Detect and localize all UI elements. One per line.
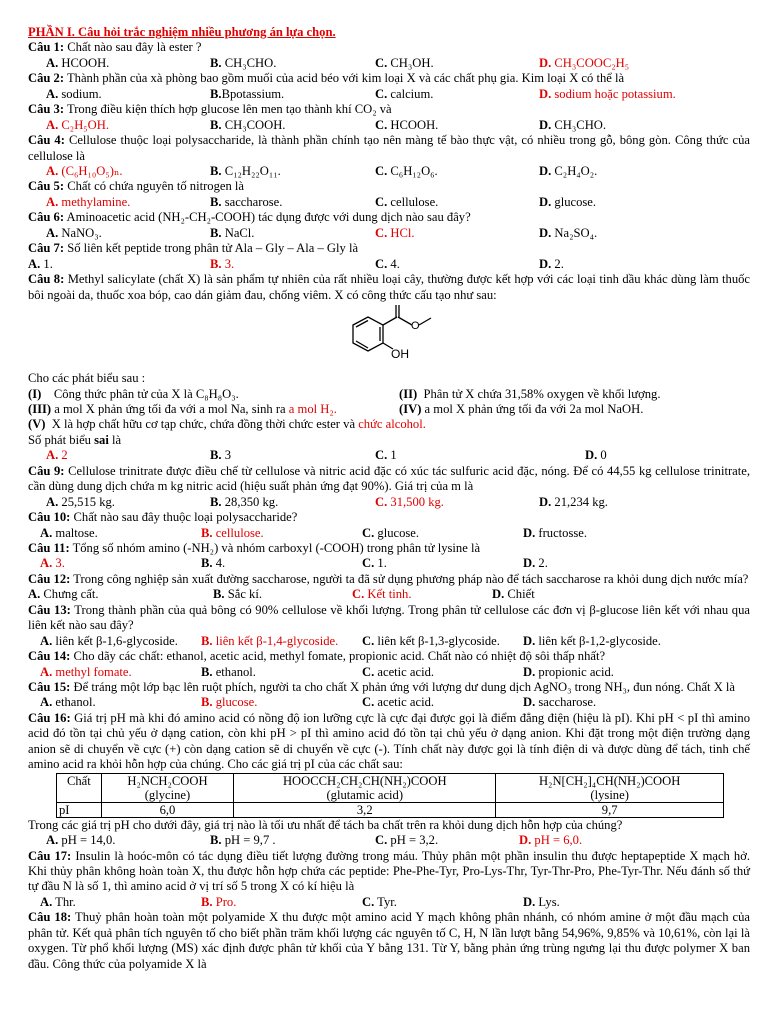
option-a[interactable]: A. maltose. (40, 525, 98, 540)
question-1: Câu 1: Chất nào sau đây là ester ? (28, 40, 202, 55)
question-9-options (28, 495, 750, 510)
option-b-answer[interactable]: B. liên kết β-1,4-glycoside. (201, 633, 339, 648)
question-15-options (28, 695, 750, 710)
question-9: Câu 9: Cellulose trinitrate được điều chế từ cellulose và nitric acid đặc có xúc tác sulfuric acid đặc, nóng. Để có 44,55 kg cellulose trinitrate, cần dùng dung dịch chứa m kg nitric acid (hiệu suất phản ứng đạt 90%). Giá trị của m là (28, 463, 750, 494)
option-a[interactable]: A. 25,515 kg. (46, 494, 115, 509)
option-b[interactable]: B. 3 (210, 448, 232, 463)
option-c[interactable]: C. liên kết β-1,3-glycoside. (362, 633, 500, 648)
option-d[interactable]: D. 21,234 kg. (539, 494, 608, 509)
question-17: Câu 17: Insulin là hoóc-môn có tác dụng điều tiết lượng đường trong máu. Thủy phân một phần insulin thu được heptapeptide X mạch hở. Khi thủy phân không hoàn toàn X, thu được hỗn hợp chứa các peptide: Phe-Phe-Tyr, Pro-Lys-Thr, Tyr-Thr-Pro, Phe-Tyr-Thr. Nếu đánh số thứ tự đầu N là số 1, thì amino acid ở vị trí số 5 trong X có kí hiệu là (28, 848, 750, 894)
option-c[interactable]: C. C₆H₁₂O₆. (375, 164, 438, 179)
question-5-options (28, 195, 750, 210)
option-a-answer[interactable]: A. 3. (40, 556, 65, 571)
option-d[interactable]: D. CH₃CHO. (539, 117, 607, 132)
question-16-ask: Trong các giá trị pH cho dưới đây, giá trị nào là tối ưu nhất để tách ba chất trên ra khỏi dung dịch hỗn hợp của chúng? (28, 817, 623, 832)
option-c[interactable]: C. cellulose. (375, 194, 439, 209)
option-c[interactable]: C. acetic acid. (362, 664, 435, 679)
option-d[interactable]: D. saccharose. (523, 695, 597, 710)
question-7-options (28, 257, 750, 272)
section-title: PHẦN I. Câu hỏi trắc nghiệm nhiều phương án lựa chọn. (28, 25, 336, 39)
option-c[interactable]: C. 4. (375, 256, 400, 271)
question-11-options (28, 556, 750, 571)
pi-table (56, 773, 724, 818)
option-c[interactable]: C. 1. (362, 556, 387, 571)
option-a[interactable]: A. sodium. (46, 86, 102, 101)
statements-intro: Cho các phát biểu sau : (28, 371, 146, 386)
statement-question: Số phát biểu sai là (28, 432, 122, 447)
table-cell: HOOCCH₂CH₂CH(NH₂)COOH (glutamic acid) (234, 773, 496, 802)
question-3-options (28, 118, 750, 133)
question-13: Câu 13: Trong thành phần của quả bông có 90% cellulose về khối lượng. Trong phân tử cellulose các đơn vị β-glucose liên kết với nhau qua liên kết nào sau đây? (28, 602, 750, 633)
option-c-answer[interactable]: C. 31,500 kg. (375, 494, 444, 509)
option-b[interactable]: B. ethanol. (201, 664, 256, 679)
question-15: Câu 15: Để tráng một lớp bạc lên ruột phích, người ta cho chất X phản ứng với lượng dư dung dịch AgNO₃ trong NH₃, đun nóng. Chất X là (28, 679, 736, 694)
option-a[interactable]: A. Chưng cất. (28, 587, 99, 602)
question-11: Câu 11: Tổng số nhóm amino (-NH₂) và nhóm carboxyl (-COOH) trong phân tử lysine là (28, 540, 481, 555)
question-17-options (28, 895, 750, 910)
question-10-options (28, 526, 750, 541)
question-6-options (28, 226, 750, 241)
option-a[interactable]: A. Thr. (40, 894, 76, 909)
option-b[interactable]: B.Bpotassium. (210, 86, 285, 101)
question-2-options (28, 87, 750, 102)
question-12: Câu 12: Trong công nghiệp sản xuất đường saccharose, người ta đã sử dụng phương pháp nào để tách saccharose ra khỏi dung dịch nước mía? (28, 571, 749, 586)
table-cell: H₂N[CH₂]₄CH(NH₂)COOH (lysine) (496, 773, 724, 802)
option-b-answer[interactable]: B. glucose. (201, 695, 258, 710)
option-a-answer[interactable]: A. 2 (46, 448, 68, 463)
option-c[interactable]: C. pH = 3,2. (375, 833, 439, 848)
option-d-answer[interactable]: D. CH₃COOC₂H₅ (539, 55, 630, 70)
exam-page (28, 25, 750, 972)
option-b[interactable]: B. pH = 9,7 . (210, 833, 276, 848)
methyl-salicylate-structure (28, 303, 750, 371)
question-18: Câu 18: Thuỷ phân hoàn toàn một polyamide X thu được một amino acid Y mạch không phân nhánh, có nhóm amine ở một đầu mạch của phân tử. Kết quả phân tích nguyên tố cho biết phần trăm khối lượng các nguyên tố C, H, N lần lượt bằng 54,96%, 9,85% và 10,61%, còn lại là oxygen. Từ phổ khối lượng (MS) xác định được phân tử khối của Y bằng 131. Từ Y, bằng phản ứng trùng ngưng lại thu được polymer X ban đầu. Công thức của polyamide X là (28, 910, 750, 971)
option-c[interactable]: C. 1 (375, 448, 397, 463)
option-c[interactable]: C. Tyr. (362, 894, 397, 909)
table-row (57, 802, 724, 817)
question-1-options (28, 56, 750, 71)
statements-row-1: (I) Công thức phân tử của X là C₈H₈O₃. (II) Phân tử X chứa 31,58% oxygen về khối lượng. (28, 386, 661, 401)
option-a[interactable]: A. NaNO₃. (46, 225, 102, 240)
option-a-answer[interactable]: A. (C₆H₁₀O₅)ₙ. (46, 164, 123, 179)
question-8-options (28, 448, 750, 463)
question-10: Câu 10: Chất nào sau đây thuộc loại polysaccharide? (28, 510, 298, 525)
option-d[interactable]: D. glucose. (539, 194, 597, 209)
option-b[interactable]: B. C₁₂H₂₂O₁₁. (210, 164, 281, 179)
option-a-answer[interactable]: A. C₂H₅OH. (46, 117, 110, 132)
option-b[interactable]: B. 4. (201, 556, 226, 571)
question-14: Câu 14: Cho dãy các chất: ethanol, acetic acid, methyl fomate, propionic acid. Chất nào có nhiệt độ sôi thấp nhất? (28, 649, 606, 664)
question-4: Câu 4: Cellulose thuộc loại polysaccharide, là thành phần chính tạo nên màng tế bào thực vật, có nhiều trong gỗ, bông gòn. Công thức của cellulose là (28, 133, 750, 163)
option-a-answer[interactable]: A. methyl fomate. (40, 664, 132, 679)
option-b[interactable]: B. 28,350 kg. (210, 494, 279, 509)
table-cell: Chất (57, 773, 102, 802)
table-header-row (57, 773, 724, 802)
option-d[interactable]: D. liên kết β-1,2-glycoside. (523, 633, 661, 648)
option-b[interactable]: B. Sắc kí. (213, 587, 262, 602)
question-8: Câu 8: Methyl salicylate (chất X) là sản phẩm tự nhiên của rất nhiều loại cây, thường được kết hợp với các loại tinh dầu khác dùng làm thuốc bôi ngoài da, thuốc xoa bóp, cao dán giảm đau, chống viêm. X có công thức cấu tạo như sau: (28, 272, 750, 302)
question-4-options (28, 164, 750, 179)
structure-diagram (333, 305, 453, 371)
question-3: Câu 3: Trong điều kiện thích hợp glucose lên men tạo thành khí CO₂ và (28, 102, 392, 117)
option-c[interactable]: C. CH₃OH. (375, 55, 434, 70)
option-b[interactable]: B. CH₃COOH. (210, 117, 286, 132)
option-d-answer[interactable]: D. sodium hoặc potassium. (539, 86, 676, 101)
option-a-answer[interactable]: A. methylamine. (46, 194, 131, 209)
option-c[interactable]: C. glucose. (362, 525, 420, 540)
option-d[interactable]: D. Chiết (492, 587, 535, 602)
option-c-answer[interactable]: C. Kết tinh. (352, 587, 412, 602)
question-6: Câu 6: Aminoacetic acid (NH₂-CH₂-COOH) tác dụng được với dung dịch nào sau đây? (28, 210, 471, 225)
option-a[interactable]: A. ethanol. (40, 695, 96, 710)
option-d[interactable]: D. 2. (539, 256, 564, 271)
oh-label: OH (391, 347, 409, 362)
option-b[interactable]: B. saccharose. (210, 194, 283, 209)
option-a[interactable]: A. pH = 14,0. (46, 833, 116, 848)
question-12-options (28, 587, 750, 602)
table-cell: pI (57, 802, 102, 817)
option-a[interactable]: A. HCOOH. (46, 55, 110, 70)
option-c[interactable]: C. acetic acid. (362, 695, 435, 710)
option-c[interactable]: C. HCOOH. (375, 117, 439, 132)
option-d[interactable]: D. Lys. (523, 894, 560, 909)
table-cell: 3,2 (234, 802, 496, 817)
option-d[interactable]: D. Na₂SO₄. (539, 225, 598, 240)
question-7: Câu 7: Số liên kết peptide trong phân tử Ala – Gly – Ala – Gly là (28, 241, 359, 256)
option-b-answer[interactable]: B. cellulose. (201, 525, 264, 540)
option-c[interactable]: C. calcium. (375, 86, 434, 101)
option-b-answer[interactable]: B. Pro. (201, 894, 237, 909)
option-d[interactable]: D. C₂H₄O₂. (539, 164, 598, 179)
table-cell: 9,7 (496, 802, 724, 817)
option-d[interactable]: D. 2. (523, 556, 548, 571)
option-b[interactable]: B. CH₃CHO. (210, 55, 277, 70)
question-2: Câu 2: Thành phần của xà phòng bao gồm muối của acid béo với kim loại X và các chất phụ gia. Kim loại X có thể là (28, 71, 625, 86)
question-16-options (28, 833, 750, 848)
option-d[interactable]: D. fructosse. (523, 525, 588, 540)
option-c-answer[interactable]: C. HCl. (375, 225, 415, 240)
option-b[interactable]: B. NaCl. (210, 225, 255, 240)
option-d[interactable]: D. propionic acid. (523, 664, 614, 679)
table-cell: 6,0 (101, 802, 233, 817)
option-a[interactable]: A. liên kết β-1,6-glycoside. (40, 633, 178, 648)
question-14-options (28, 665, 750, 680)
option-d[interactable]: D. 0 (585, 448, 607, 463)
question-16: Câu 16: Giá trị pH mà khi đó amino acid có nồng độ ion lưỡng cực là cực đại được gọi là điểm đẳng điện (hiệu là pI). Khi pH < pI thì amino acid đó tồn tại chủ yếu ở dạng cation, còn khi pH > pI thì amino acid đó tồn tại chủ yếu ở dạng anion. Khi đặt trong một điện trường dạng anion sẽ di chuyển về cực (+) còn dạng cation sẽ di chuyển về cực (-). Tính chất này được gọi là tính điện di và được dùng để tách, tinh chế amino acid ra khỏi hỗn hợp của chúng. Cho các giá trị pI của các chất sau: (28, 710, 750, 772)
statement-5: (V) X là hợp chất hữu cơ tạp chức, chứa đồng thời chức ester và chức alcohol. (28, 417, 426, 432)
statements-row-2: (III) a mol X phản ứng tối đa với a mol Na, sinh ra a mol H₂. (IV) a mol X phản ứng tối đa với 2a mol NaOH. (28, 401, 644, 416)
option-a[interactable]: A. 1. (28, 256, 53, 271)
option-b-answer[interactable]: B. 3. (210, 256, 235, 271)
option-d-answer[interactable]: D. pH = 6,0. (519, 833, 583, 848)
oxygen-label: O (411, 320, 420, 333)
question-5: Câu 5: Chất có chứa nguyên tố nitrogen là (28, 179, 244, 194)
question-13-options (28, 634, 750, 649)
table-cell: H₂NCH₂COOH (glycine) (101, 773, 233, 802)
